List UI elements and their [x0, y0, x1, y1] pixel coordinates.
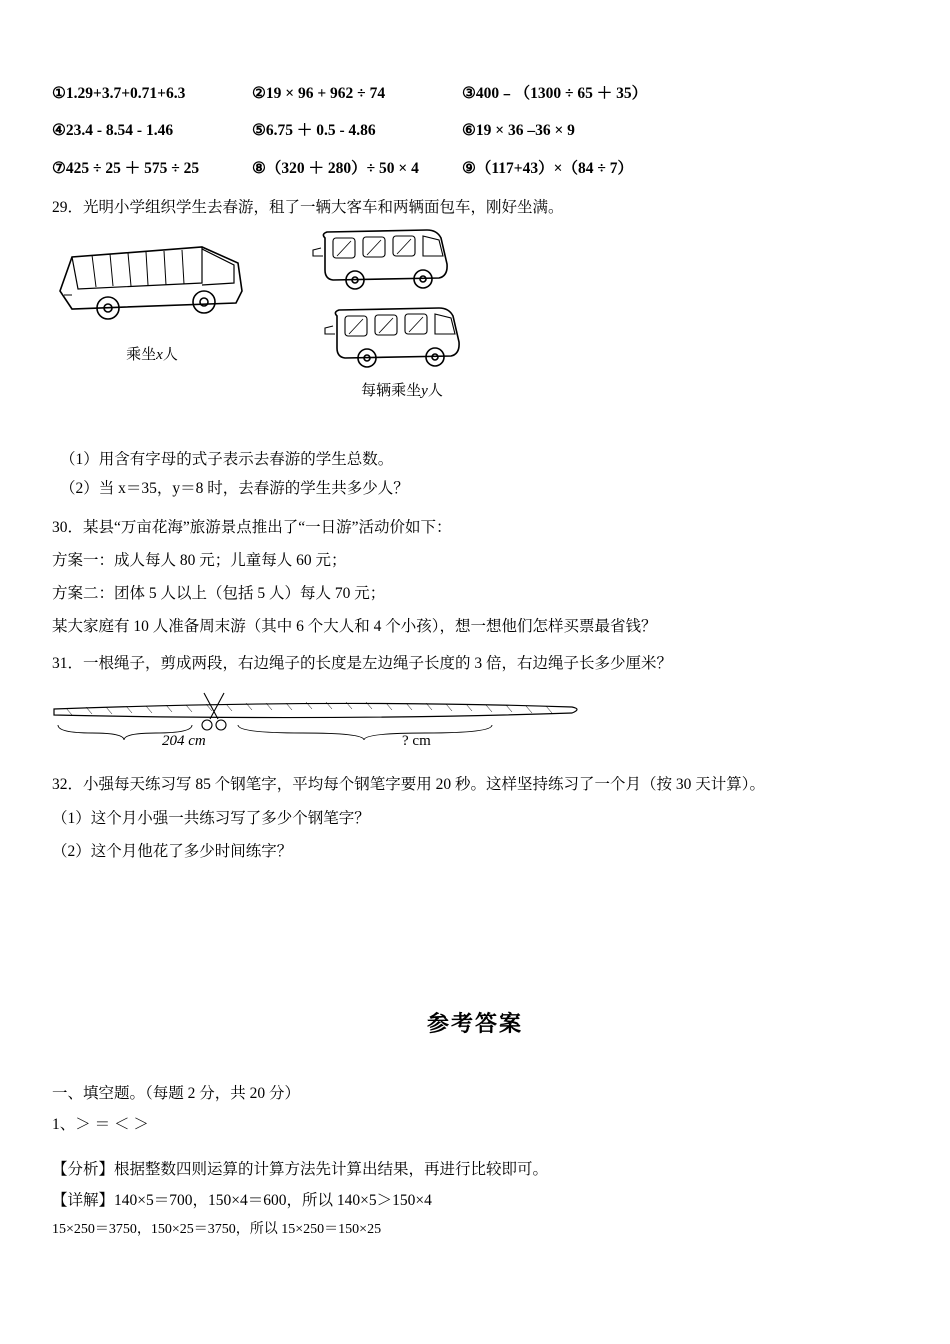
calc-item: ⑦425 ÷ 25 ＋ 575 ÷ 25 [52, 159, 200, 177]
rope-left-label: 204 cm [162, 733, 206, 750]
calc-row [52, 119, 898, 142]
question-29-stem: 29．光明小学组织学生去春游，租了一辆大客车和两辆面包车，刚好坐满。 [52, 198, 564, 216]
question-30-stem: 30．某县“万亩花海”旅游景点推出了“一日游”活动价如下： [52, 518, 452, 536]
calc-item: ②19 × 96 + 962 ÷ 74 [252, 85, 386, 102]
page-content [52, 82, 898, 1244]
van-caption-var: y [421, 382, 428, 399]
van-caption-post: 人 [427, 382, 443, 399]
question-32-sub2: （2）这个月他花了多少时间练字？ [52, 842, 293, 860]
answer-detail: 【详解】140×5＝700，150×4＝600，所以 140×5＞150×4 [52, 1191, 432, 1209]
rope-right-label: ? cm [402, 733, 431, 750]
question-32-sub1: （1）这个月小强一共练习写了多少个钢笔字？ [52, 809, 370, 827]
question-29-sub1: （1）用含有字母的式子表示去春游的学生总数。 [60, 450, 394, 468]
question-30-line2: 方案二：团体 5 人以上（包括 5 人）每人 70 元； [52, 585, 386, 602]
calc-item: ⑨（117+43）×（84 ÷ 7） [462, 159, 633, 177]
bus-caption [52, 343, 252, 364]
van-caption-pre: 每辆乘坐 [361, 382, 422, 399]
question-29-sub2: （2）当 x＝35，y＝8 时，去春游的学生共多少人？ [60, 480, 409, 498]
answers-title: 参考答案 [426, 1010, 523, 1036]
question-32-stem: 32．小强每天练习写 85 个钢笔字，平均每个钢笔字要用 20 秒。这样坚持练习了一个月（按 30 天计算）。 [52, 776, 766, 794]
answer-analysis: 【分析】根据整数四则运算的计算方法先计算出结果，再进行比较即可。 [52, 1160, 549, 1178]
question-29-figures [52, 229, 898, 409]
question-31-stem: 31．一根绳子，剪成两段，右边绳子的长度是左边绳子长度的 3 倍，右边绳子长多少厘米？ [52, 655, 673, 673]
calc-item: ④23.4 - 8.54 - 1.46 [52, 122, 174, 140]
answer-item-1: 1、＞ ＝ ＜ ＞ [52, 1115, 149, 1133]
bus-caption-var: x [156, 346, 163, 363]
bus-caption-pre: 乘坐 [126, 346, 157, 363]
calc-row [52, 82, 898, 105]
bus-icon [52, 229, 252, 334]
rope-icon [52, 685, 612, 765]
question-30-line1: 方案一：成人每人 80 元；儿童每人 60 元； [52, 551, 347, 569]
van-icon [307, 224, 497, 374]
van-figure [307, 224, 497, 400]
van-caption [307, 379, 497, 400]
calc-item: ⑤6.75 ＋ 0.5 - 4.86 [252, 122, 376, 140]
calc-row [52, 157, 898, 180]
answers-section-heading: 一、填空题。（每题 2 分，共 20 分） [52, 1084, 301, 1102]
calc-item: ③400﹣（1300 ÷ 65 ＋ 35） [462, 85, 648, 102]
question-31-figure [52, 685, 898, 765]
bus-figure [52, 229, 252, 364]
calc-item: ①1.29+3.7+0.71+6.3 [52, 85, 186, 102]
calc-item: ⑧（320 ＋ 280）÷ 50 × 4 [252, 159, 419, 177]
question-30-line3: 某大家庭有 10 人准备周末游（其中 6 个大人和 4 个小孩），想一想他们怎样买票最省钱？ [52, 618, 657, 636]
answer-detail-2: 15×250＝3750，150×25＝3750，所以 15×250＝150×25 [52, 1221, 382, 1237]
bus-caption-post: 人 [162, 346, 178, 363]
calc-item: ⑥19 × 36 –36 × 9 [462, 122, 575, 140]
